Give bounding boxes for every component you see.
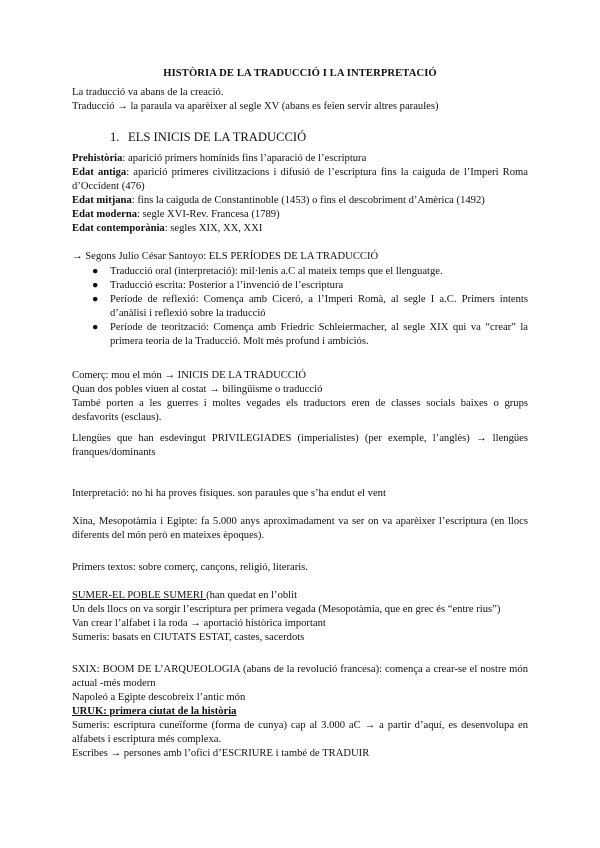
bullet-icon: ● — [92, 280, 99, 291]
period-text: : aparició primers homínids fins l’aparació de l’escriptura — [122, 153, 367, 164]
cuneiform-line: Sumeris: escriptura cuneïforme (forma de cunya) cap al 3.000 aC → a partir d’aquí, es desenvolupa en alfabets i escriptura més complexa. — [72, 720, 528, 745]
sumer-title: SUMER-EL POBLE SUMERI — [72, 590, 207, 601]
commerce-line-1: Comerç: mou el món → INICIS DE LA TRADUCCIÓ — [72, 370, 307, 381]
bullet-item: Traducció oral (interpretació): mil·lenis a.C al mateix temps que el llenguatge. — [110, 266, 443, 277]
bullet-icon: ● — [92, 294, 99, 305]
sumer-line-2: Van crear l’alfabet i la roda → aportació històrica important — [72, 618, 326, 629]
sumer-heading — [72, 589, 528, 603]
archaeology-line: SXIX: BOOM DE L’ARQUEOLOGIA (abans de la revolució francesa): comença a crear-se el nostre món actual -més modern — [72, 664, 528, 689]
sumer-line-1: Un dels llocs on va sorgir l’escriptura per primera vegada (Mesopotàmia, que en grec és “entre rius”) — [72, 604, 501, 615]
period-term: Edat moderna — [72, 209, 138, 220]
santoyo-line: → Segons Julio César Santoyo: ELS PERÍODES DE LA TRADUCCIÓ — [72, 251, 379, 262]
section-1-heading — [110, 130, 306, 145]
period-modern — [72, 208, 528, 222]
period-text: : segles XIX, XX, XXI — [164, 223, 263, 234]
china-paragraph: Xina, Mesopotàmia i Egipte: fa 5.000 anys aproximadament va ser on va aparèixer l’escriptura (en llocs diferents del món però en mateixes èpoques). — [72, 516, 528, 541]
scribes-line: Escribes → persones amb l’ofici d’ESCRIURE i també de TRADUIR — [72, 748, 370, 759]
bullet-item: Període de teorització: Comença amb Friedric Schleiermacher, al segle XIX qui va “crear” la primera teoria de la Traducció. Molt més profund i ambiciós. — [110, 322, 528, 347]
period-text: : segle XVI-Rev. Francesa (1789) — [137, 209, 280, 220]
privileged-languages: Llengües que han esdevingut PRIVILEGIADES (imperialistes) (per exemple, l’anglès) → llengües franques/dominants — [72, 433, 528, 458]
intro-line-2: Traducció → la paraula va aparèixer al segle XV (abans es feien servir altres paraules) — [72, 101, 439, 112]
period-text: : aparició primeres civilitzacions i difusió de l’escriptura fins la caiguda de l’Imperi Roma d’Occident (476) — [72, 167, 528, 192]
first-texts-line: Primers textos: sobre comerç, cançons, religió, literaris. — [72, 562, 308, 573]
napoleon-line: Napoleó a Egipte descobreix l’antic món — [72, 692, 246, 703]
bullet-icon: ● — [92, 266, 99, 277]
uruk-heading — [72, 705, 528, 719]
uruk-title: URUK: primera ciutat de la història — [72, 706, 237, 717]
bullet-icon: ● — [92, 322, 99, 333]
period-term: Prehistòria — [72, 153, 123, 164]
sumer-note: (han quedat en l’oblit — [206, 590, 298, 601]
period-term: Edat mitjana — [72, 195, 132, 206]
bullet-item: Període de reflexió: Comença amb Ciceró, a l’Imperi Romà, al segle I a.C. Primers intents d’anàlisi i reflexió sobre la traducció — [110, 294, 528, 319]
period-contemporary — [72, 222, 528, 236]
commerce-line-3: També porten a les guerres i moltes vegades els traductors eren de classes socials baixes o grups desfavorits (esclaus). — [72, 398, 528, 423]
period-ancient — [72, 166, 528, 194]
bullet-item: Traducció escrita: Posterior a l’invenció de l’escriptura — [110, 280, 344, 291]
period-term: Edat antiga — [72, 167, 127, 178]
section-title: ELS INICIS DE LA TRADUCCIÓ — [128, 130, 307, 144]
document-title: HISTÒRIA DE LA TRADUCCIÓ I LA INTERPRETACIÓ — [163, 68, 437, 79]
period-middle — [72, 194, 528, 208]
interpretation-line: Interpretació: no hi ha proves físiques. son paraules que s’ha endut el vent — [72, 488, 386, 499]
intro-line-1: La traducció va abans de la creació. — [72, 87, 224, 98]
period-text: : fins la caiguda de Constantinoble (1453) o fins el descobriment d’Amèrica (1492) — [131, 195, 485, 206]
period-prehistory — [72, 152, 528, 166]
period-term: Edat contemporània — [72, 223, 165, 234]
commerce-line-2: Quan dos pobles viuen al costat → bilingüisme o traducció — [72, 384, 323, 395]
sumer-line-3: Sumeris: basats en CIUTATS ESTAT, castes, sacerdots — [72, 632, 305, 643]
section-number: 1. — [110, 130, 120, 144]
